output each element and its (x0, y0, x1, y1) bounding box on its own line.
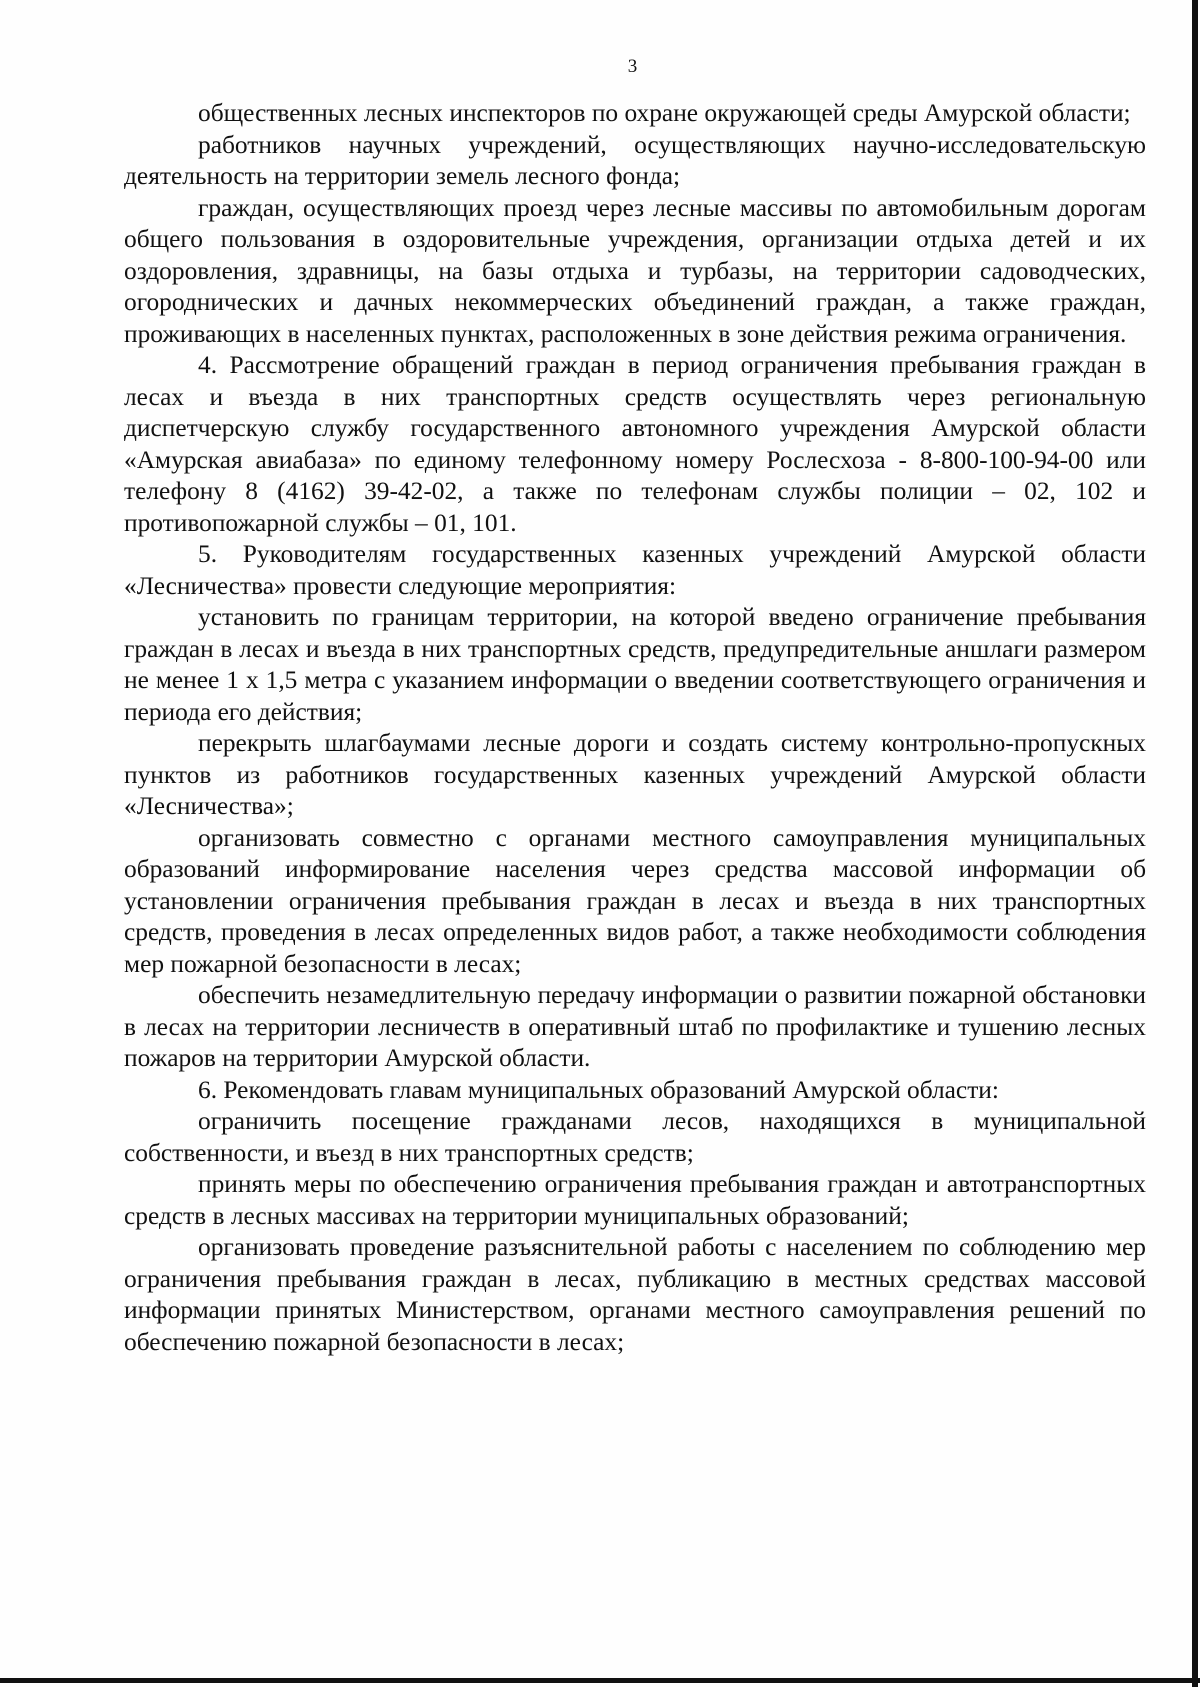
paragraph: обеспечить незамедлительную передачу информации о развитии пожарной обстановки в лесах на территории лесничеств в оперативный штаб по профилактике и тушению лесных пожаров на территории Амурской области. (124, 981, 1146, 1072)
paragraph: 5. Руководителям государственных казенных учреждений Амурской области «Лесничества» провести следующие мероприятия: (124, 540, 1146, 600)
paragraph: организовать проведение разъяснительной работы с населением по соблюдению мер ограничения пребывания граждан в лесах, публикацию в местных средствах массовой информации принятых Министерством, органами местного самоуправления решений по обеспечению пожарной безопасности в лесах; (124, 1233, 1146, 1356)
paragraph: общественных лесных инспекторов по охране окружающей среды Амурской области; (198, 99, 1131, 127)
paragraph: 6. Рекомендовать главам муниципальных образований Амурской области: (198, 1075, 999, 1104)
scan-border-bottom (0, 1678, 1200, 1683)
paragraph: принять меры по обеспечению ограничения пребывания граждан и автотранспортных средств в лесных массивах на территории муниципальных образований; (124, 1170, 1146, 1230)
paragraph: 4. Рассмотрение обращений граждан в период ограничения пребывания граждан в лесах и въезда в них транспортных средств осуществлять через региональную диспетчерскую службу государственного автономного учреждения Амурской области «Амурская авиабаза» по единому телефонному номеру Рослесхоза - 8-800-100-94-00 или телефону 8 (4162) 39-42-02, а также по телефонам службы полиции – 02, 102 и противопожарной службы – 01, 101. (124, 351, 1146, 537)
paragraph: граждан, осуществляющих проезд через лесные массивы по автомобильным дорогам общего пользования в оздоровительные учреждения, организации отдыха детей и их оздоровления, здравницы, на базы отдыха и турбазы, на территории садоводческих, огороднических и дачных некоммерческих объединений граждан, а также граждан, проживающих в населенных пунктах, расположенных в зоне действия режима ограничения. (124, 193, 1146, 348)
page-number: 3 (627, 56, 638, 77)
paragraph: организовать совместно с органами местного самоуправления муниципальных образований информирование населения через средства массовой информации об установлении ограничения пребывания граждан в лесах и въезда в них транспортных средств, проведения в лесах определенных видов работ, а также необходимости соблюдения мер пожарной безопасности в лесах; (124, 823, 1146, 978)
paragraph: установить по границам территории, на которой введено ограничение пребывания граждан в лесах и въезда в них транспортных средств, предупредительные аншлаги размером не менее 1 x 1,5 метра с указанием информации о введении соответствующего ограничения и периода его действия; (124, 603, 1146, 726)
paragraph: ограничить посещение гражданами лесов, находящихся в муниципальной собственности, и въезд в них транспортных средств; (124, 1107, 1146, 1167)
document-body (124, 98, 1146, 1358)
scan-border-right (1192, 0, 1198, 1687)
paragraph: работников научных учреждений, осуществляющих научно-исследовательскую деятельность на территории земель лесного фонда; (124, 130, 1146, 190)
paragraph: перекрыть шлагбаумами лесные дороги и создать систему контрольно-пропускных пунктов из работников государственных казенных учреждений Амурской области «Лесничества»; (124, 729, 1146, 820)
